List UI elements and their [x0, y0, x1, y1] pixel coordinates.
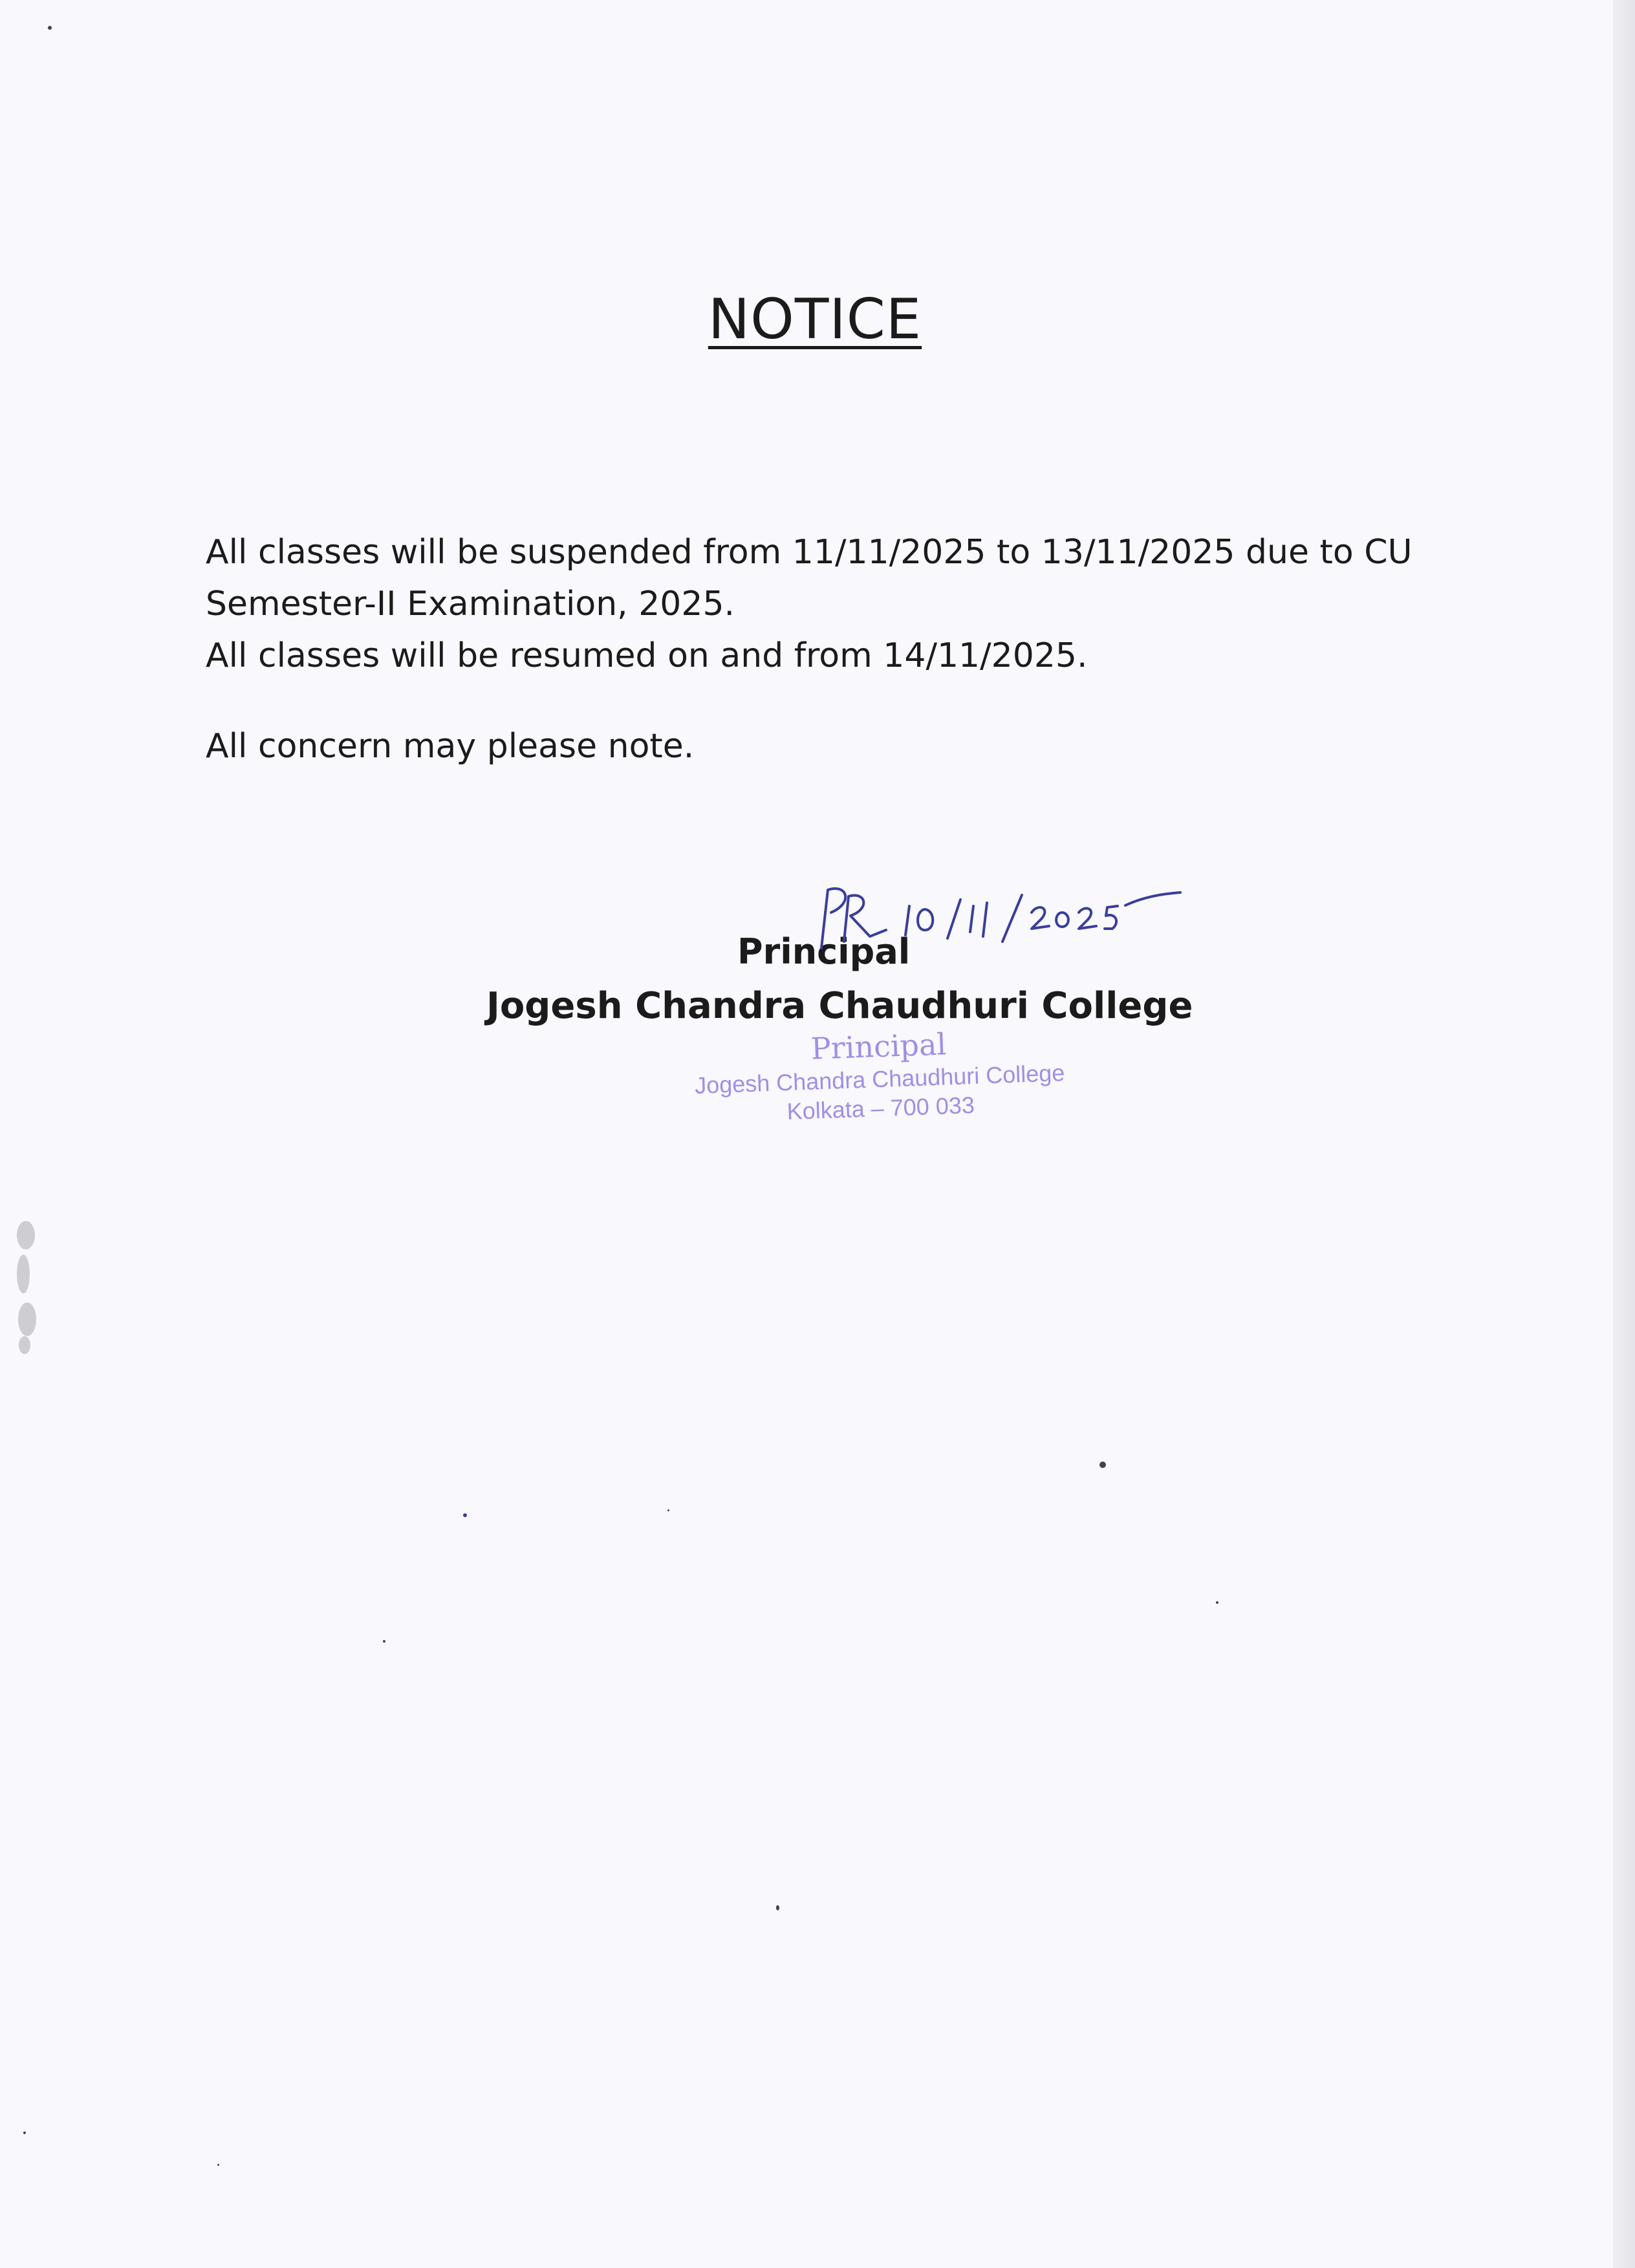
- closing-note: All concern may please note.: [206, 727, 695, 766]
- notice-body: [206, 526, 1499, 682]
- notice-line: All classes will be suspended from 11/11/2025 to 13/11/2025 due to CU: [206, 533, 1413, 572]
- handwritten-signature: [808, 877, 1184, 967]
- signatory-institution: Jogesh Chandra Chaudhuri College: [486, 985, 1193, 1027]
- paper-edge-shadow: [1613, 0, 1635, 2268]
- notice-title: NOTICE: [708, 287, 922, 352]
- scan-speck: [1216, 1601, 1218, 1604]
- scan-speck: [463, 1513, 467, 1517]
- notice-line: Semester-II Examination, 2025.: [206, 585, 735, 623]
- scan-speck: [1099, 1462, 1106, 1468]
- scan-speck: [383, 1640, 385, 1643]
- scan-speck: [23, 2132, 26, 2134]
- scan-speck: [776, 1905, 779, 1910]
- official-stamp: [645, 1020, 1114, 1130]
- scan-speck: [48, 26, 52, 30]
- scan-speck: [217, 2164, 219, 2166]
- signatory-designation: Principal: [737, 931, 911, 972]
- stamp-institution: Jogesh Chandra Chaudhuri College: [694, 1059, 1065, 1099]
- scan-speck: [667, 1509, 669, 1511]
- scan-smudge: [6, 1216, 45, 1358]
- notice-line: All classes will be resumed on and from 14/11/2025.: [206, 636, 1088, 675]
- stamp-address: Kolkata – 700 033: [786, 1091, 975, 1125]
- stamp-designation: Principal: [810, 1026, 947, 1066]
